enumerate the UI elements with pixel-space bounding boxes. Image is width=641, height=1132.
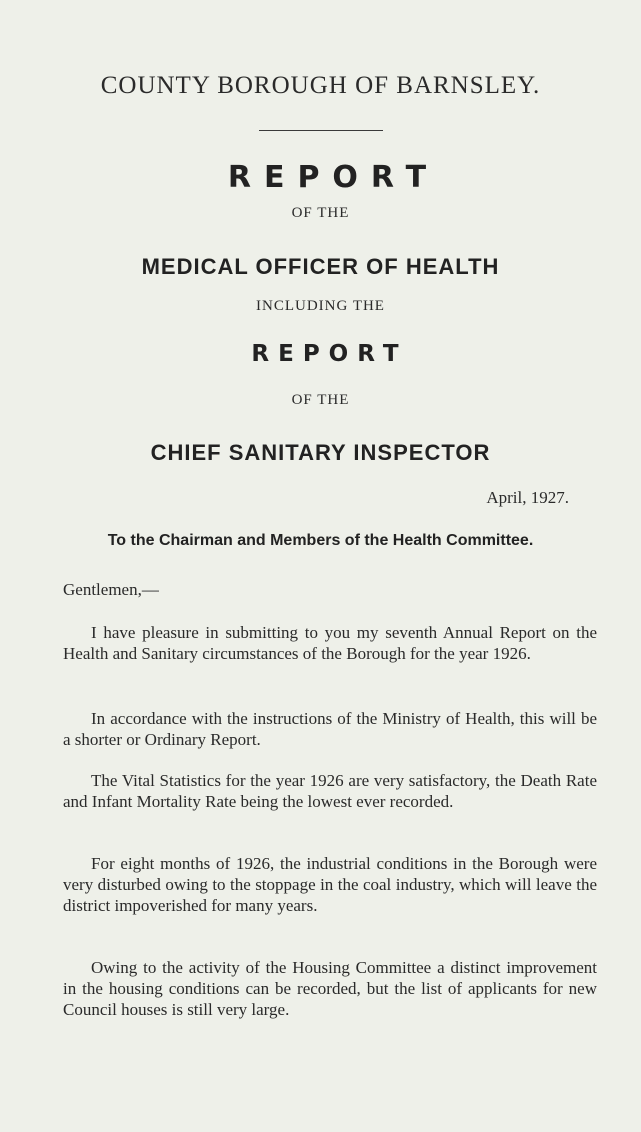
- report-title-2: REPORT: [251, 341, 408, 367]
- letter-date: April, 1927.: [486, 488, 569, 507]
- of-the-label-2: OF THE: [291, 392, 350, 408]
- paragraph-4: For eight months of 1926, the industrial conditions in the Borough were very disturbed owing to the stoppage in the coal industry, which will leave the district impoverished for many years.: [63, 854, 597, 915]
- letter-greeting: Gentlemen,—: [63, 580, 159, 599]
- paragraph-3: The Vital Statistics for the year 1926 are very satisfactory, the Death Rate and Infant Mortality Rate being the lowest ever recorded.: [63, 771, 597, 811]
- county-heading: COUNTY BOROUGH OF BARNSLEY.: [100, 72, 541, 99]
- letter-address: To the Chairman and Members of the Health Committee.: [107, 532, 534, 549]
- paragraph-2: In accordance with the instructions of the Ministry of Health, this will be a shorter or Ordinary Report.: [63, 709, 597, 749]
- including-label: INCLUDING THE: [256, 298, 385, 314]
- title-divider: [259, 130, 383, 131]
- sanitary-inspector-heading: CHIEF SANITARY INSPECTOR: [150, 440, 491, 465]
- report-title-1: REPORT: [227, 160, 440, 195]
- of-the-label-1: OF THE: [291, 205, 350, 221]
- paragraph-5: Owing to the activity of the Housing Committee a distinct improvement in the housing conditions can be recorded, but the list of applicants for new Council houses is still very large.: [63, 958, 597, 1019]
- paragraph-1: I have pleasure in submitting to you my seventh Annual Report on the Health and Sanitary circumstances of the Borough for the year 1926.: [63, 623, 597, 663]
- medical-officer-heading: MEDICAL OFFICER OF HEALTH: [141, 254, 500, 279]
